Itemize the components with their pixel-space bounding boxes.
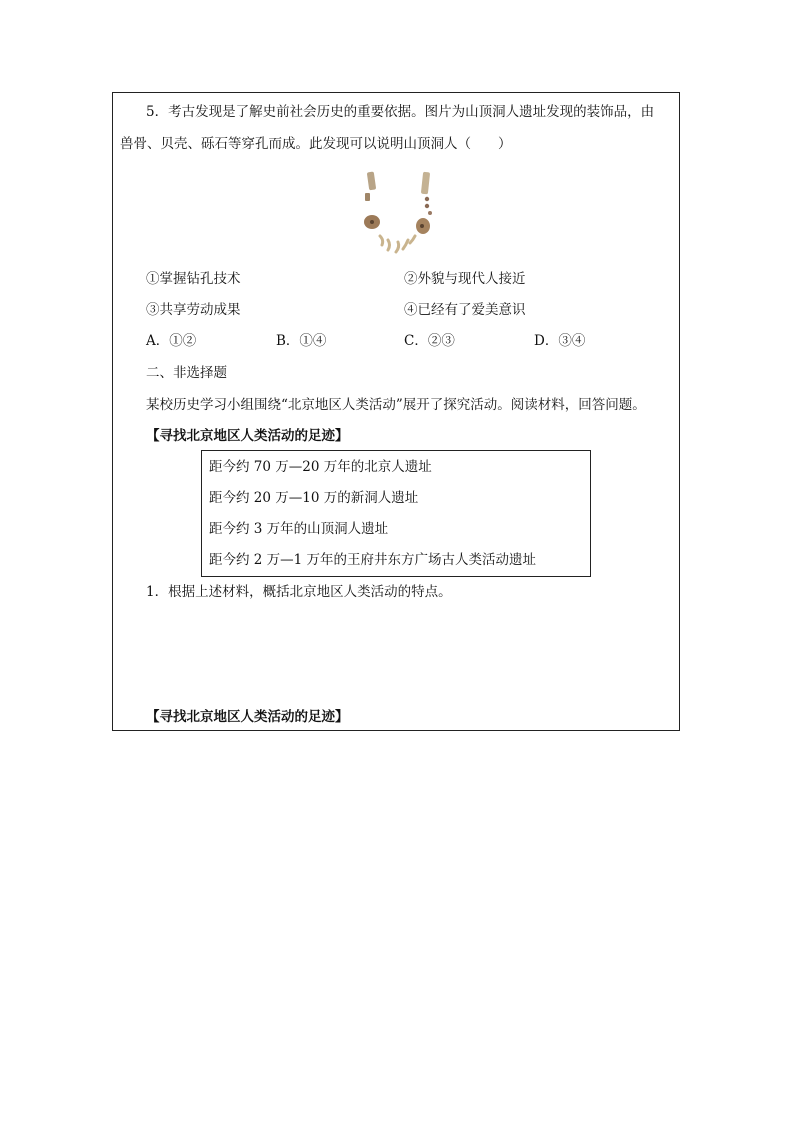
statement-1: ①掌握钻孔技术 (146, 271, 241, 287)
material-header: 【寻找北京地区人类活动的足迹】 (146, 428, 349, 444)
site-item: 距今约 70 万—20 万年的北京人遗址 (209, 459, 432, 475)
statement-3: ③共享劳动成果 (146, 302, 241, 318)
choice-b[interactable]: B．①④ (276, 333, 327, 349)
statement-4: ④已经有了爱美意识 (404, 302, 526, 318)
section-title: 二、非选择题 (146, 365, 227, 381)
material-header-2: 【寻找北京地区人类活动的足迹】 (146, 709, 349, 725)
site-item: 距今约 3 万年的山顶洞人遗址 (209, 521, 389, 537)
choice-c[interactable]: C．②③ (404, 333, 455, 349)
choice-a[interactable]: A．①② (146, 333, 197, 349)
ornaments-image (358, 168, 438, 256)
section-intro: 某校历史学习小组围绕“北京地区人类活动”展开了探究活动。阅读材料，回答问题。 (146, 397, 646, 413)
site-item: 距今约 20 万—10 万的新洞人遗址 (209, 490, 419, 506)
site-item: 距今约 2 万—1 万年的王府井东方广场古人类活动遗址 (209, 552, 537, 568)
statement-2: ②外貌与现代人接近 (404, 271, 526, 287)
ornaments-illustration (358, 168, 438, 256)
choice-d[interactable]: D．③④ (534, 333, 586, 349)
question-5-line-2: 兽骨、贝壳、砾石等穿孔而成。此发现可以说明山顶洞人（ ） (120, 136, 512, 152)
question-5-line-1: 5．考古发现是了解史前社会历史的重要依据。图片为山顶洞人遗址发现的装饰品，由 (146, 104, 655, 120)
question-1: 1．根据上述材料，概括北京地区人类活动的特点。 (146, 584, 452, 600)
